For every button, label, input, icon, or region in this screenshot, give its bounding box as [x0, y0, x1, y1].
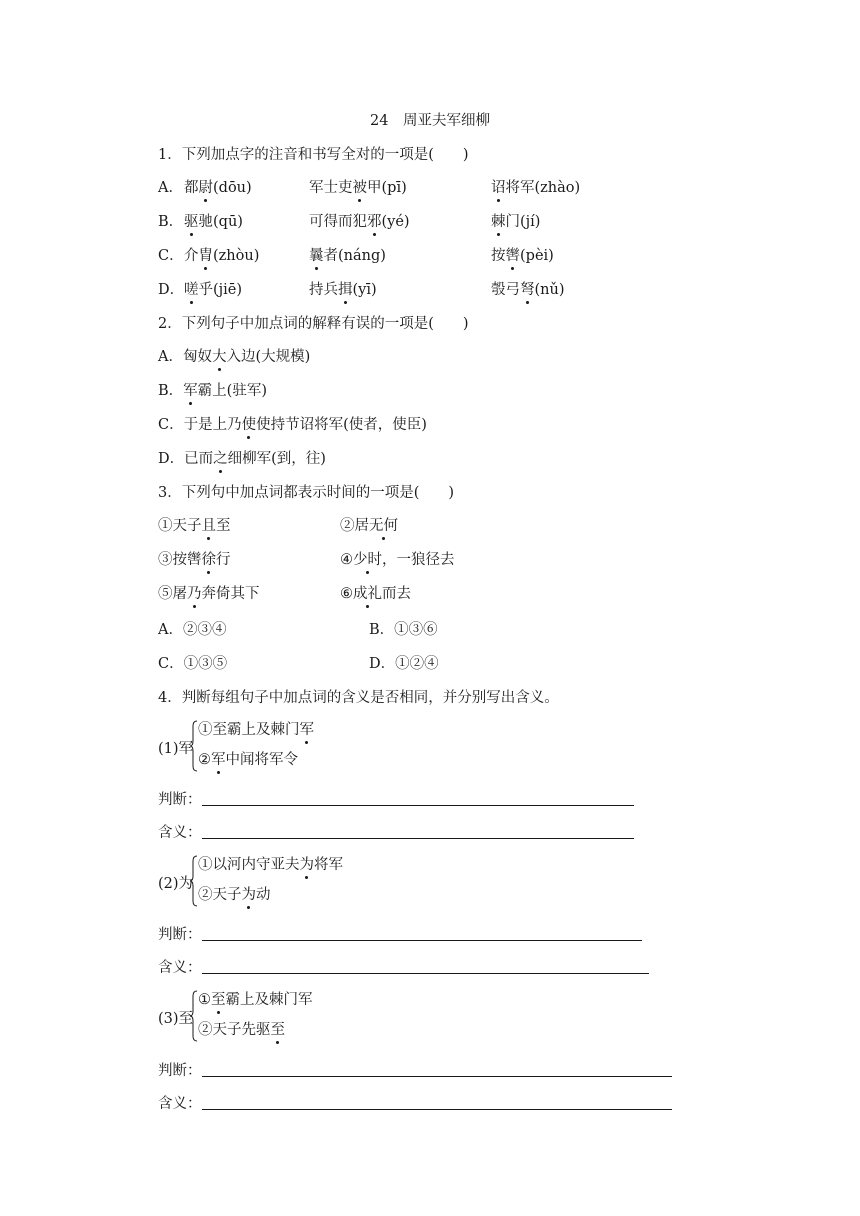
- q1-option-c-label: C．: [158, 248, 184, 264]
- q4-group-1-sentence-1: ①至霸上及棘门军: [198, 722, 314, 738]
- q1-option-d-label: D．: [158, 282, 185, 298]
- brace-icon: [189, 855, 198, 907]
- q3-stem: 3．下列句中加点词都表示时间的一项是( ): [158, 485, 455, 501]
- q4-stem: 4．判断每组句子中加点词的含义是否相同，并分别写出含义。: [158, 690, 559, 706]
- meaning-label: 含义：: [158, 960, 202, 976]
- judge-label: 判断：: [158, 1063, 202, 1079]
- q4-group-1-meaning-line: [158, 823, 634, 843]
- meaning-label: 含义：: [158, 1096, 202, 1112]
- judge-answer-blank[interactable]: [202, 926, 642, 941]
- meaning-label: 含义：: [158, 825, 202, 841]
- q2-option-d: D．已而之细柳军(到，往): [158, 451, 326, 467]
- q1-option-c-item-1: 介胄(zhòu): [184, 248, 260, 264]
- q3-choice-c: C．①③⑤: [158, 656, 228, 672]
- q2-stem: 2．下列句子中加点词的解释有误的一项是( ): [158, 316, 469, 332]
- q2-option-a: A．匈奴大入边(大规模): [158, 349, 311, 365]
- q4-group-2-meaning-line: [158, 958, 649, 978]
- q1-option-b-item-2: 可得而犯邪(yé): [309, 214, 410, 230]
- q4-group-3-sentence-2: ②天子先驱至: [198, 1022, 285, 1038]
- brace-icon: [189, 720, 198, 772]
- q4-group-2-judge-line: [158, 925, 642, 945]
- q4-group-1-label: (1)军: [158, 741, 194, 757]
- q1-option-c-item-3: 按辔(pèi): [491, 248, 554, 264]
- q4-group-3-sentence-1: ①至霸上及棘门军: [198, 992, 313, 1008]
- q1-option-a-item-3: 诏将军(zhào): [491, 180, 581, 196]
- q2-option-c: C．于是上乃使使持节诏将军(使者，使臣): [158, 417, 427, 433]
- q4-group-1-sentence-2: ②军中闻将军令: [198, 752, 298, 768]
- q3-item-6: ⑥成礼而去: [340, 586, 411, 602]
- judge-answer-blank[interactable]: [202, 791, 634, 806]
- q4-group-3-meaning-line: [158, 1094, 672, 1114]
- meaning-answer-blank[interactable]: [202, 959, 649, 974]
- page-title: 24 周亚夫军细柳: [370, 113, 490, 129]
- q1-option-b-item-3: 棘门(jí): [491, 214, 541, 230]
- q4-group-2-label: (2)为: [158, 876, 194, 892]
- judge-label: 判断：: [158, 792, 202, 808]
- q3-item-3: ③按辔徐行: [158, 552, 231, 568]
- q1-stem: 1．下列加点字的注音和书写全对的一项是( ): [158, 147, 469, 163]
- q2-option-b: B．军霸上(驻军): [158, 383, 267, 399]
- q1-option-d-item-3: 彀弓弩(nǔ): [491, 282, 565, 298]
- q4-group-3-label: (3)至: [158, 1011, 194, 1027]
- q1-option-d-item-2: 持兵揖(yī): [309, 282, 377, 298]
- q3-choice-d: D．①②④: [369, 656, 439, 672]
- q1-option-b-item-1: 驱驰(qū): [184, 214, 243, 230]
- q1-option-a-item-2: 军士吏被甲(pī): [309, 180, 407, 196]
- brace-icon: [189, 990, 198, 1042]
- q3-choice-b: B．①③⑥: [369, 622, 438, 638]
- q4-group-2-sentence-1: ①以河内守亚夫为将军: [198, 857, 343, 873]
- meaning-answer-blank[interactable]: [202, 824, 634, 839]
- q3-item-2: ②居无何: [340, 518, 398, 534]
- q3-item-1: ①天子且至: [158, 518, 231, 534]
- meaning-answer-blank[interactable]: [202, 1095, 672, 1110]
- q1-option-a-item-1: 都尉(dōu): [184, 180, 252, 196]
- q3-item-4: ④少时，一狼径去: [340, 552, 455, 568]
- q1-option-b-label: B．: [158, 214, 184, 230]
- q1-option-c-item-2: 曩者(náng): [309, 248, 386, 264]
- q1-option-a-label: A．: [158, 180, 183, 196]
- q4-group-3-judge-line: [158, 1061, 672, 1081]
- q3-choice-a: A．②③④: [158, 622, 227, 638]
- judge-answer-blank[interactable]: [202, 1062, 672, 1077]
- q4-group-1-judge-line: [158, 790, 634, 810]
- judge-label: 判断：: [158, 927, 202, 943]
- q1-option-d-item-1: 嗟乎(jiē): [184, 282, 243, 298]
- q3-item-5: ⑤屠乃奔倚其下: [158, 586, 260, 602]
- q4-group-2-sentence-2: ②天子为动: [198, 887, 271, 903]
